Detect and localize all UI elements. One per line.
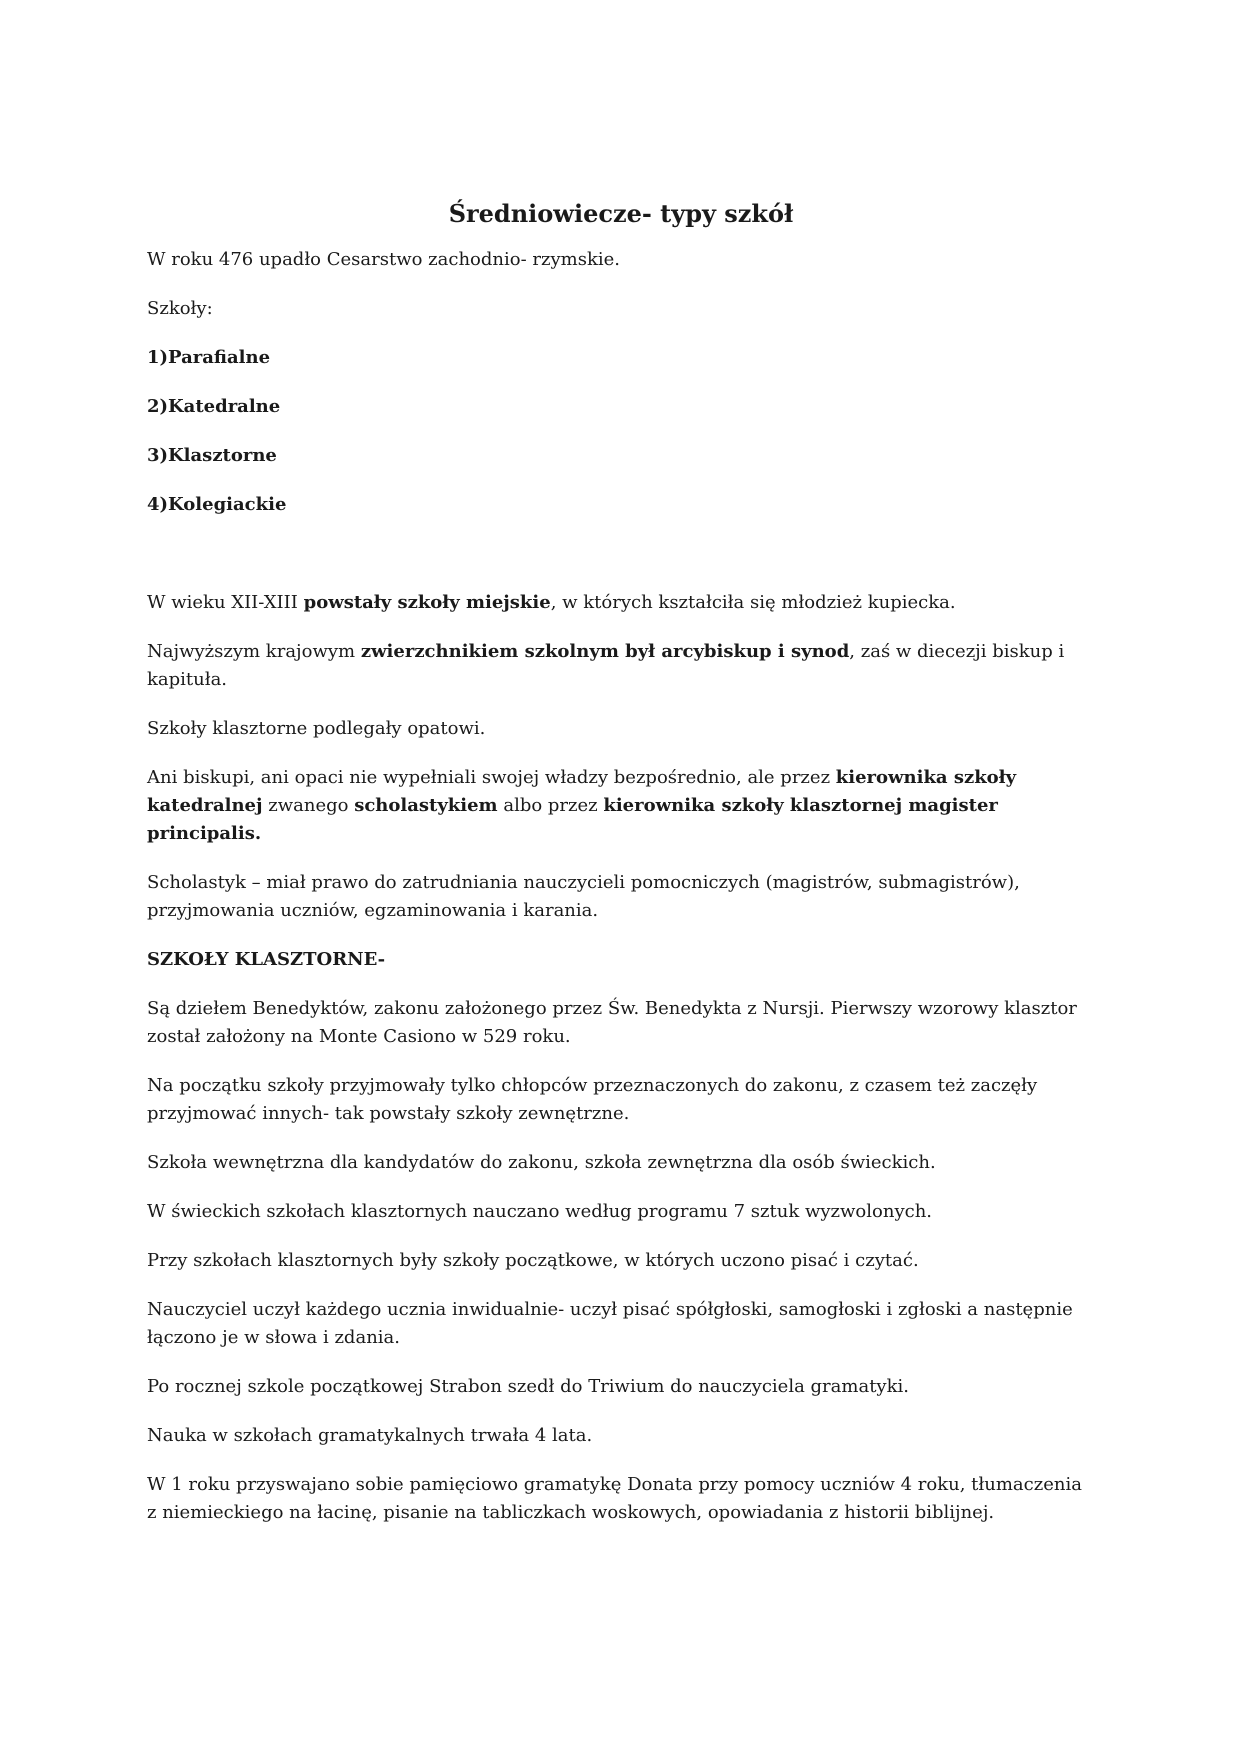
school-type-item: 4)Kolegiackie — [147, 494, 287, 515]
body-paragraph — [147, 1198, 1095, 1226]
blank-line — [147, 540, 1095, 589]
text-run: W świeckich szkołach klasztornych nauczano według programu 7 sztuk wyzwolonych. — [147, 1201, 933, 1222]
body-paragraph — [147, 1373, 1095, 1401]
text-run: Przy szkołach klasztornych były szkoły początkowe, w których uczono pisać i czytać. — [147, 1250, 919, 1271]
body-paragraph — [147, 1247, 1095, 1275]
bold-text-run: scholastykiem — [354, 795, 498, 816]
text-run: Szkoły klasztorne podlegały opatowi. — [147, 718, 486, 739]
text-run: , w których kształciła się młodzież kupiecka. — [550, 592, 956, 613]
body-paragraph — [147, 638, 1095, 694]
intro-paragraph: W roku 476 upadło Cesarstwo zachodnio- rzymskie. — [147, 249, 621, 270]
body-paragraph — [147, 869, 1095, 925]
bold-text-run: SZKOŁY KLASZTORNE- — [147, 949, 386, 970]
body-paragraph — [147, 1072, 1095, 1128]
body-paragraph — [147, 715, 1095, 743]
text-run: Nauka w szkołach gramatykalnych trwała 4 lata. — [147, 1425, 593, 1446]
body-paragraph — [147, 1149, 1095, 1177]
body-paragraph — [147, 764, 1095, 848]
text-run: Szkoła wewnętrzna dla kandydatów do zakonu, szkoła zewnętrzna dla osób świeckich. — [147, 1152, 936, 1173]
document-page — [147, 196, 1095, 1548]
bold-text-run: zwierzchnikiem szkolnym był arcybiskup i synod — [360, 641, 850, 662]
school-type-item: 3)Klasztorne — [147, 445, 277, 466]
text-run: Najwyższym krajowym — [147, 641, 361, 662]
body-paragraph — [147, 589, 1095, 617]
text-run: W 1 roku przyswajano sobie pamięciowo gramatykę Donata przy pomocy uczniów 4 roku, tłumaczenia z niemieckiego na łacinę, pisanie na tabliczkach woskowych, opowiadania z historii biblijnej. — [147, 1474, 1082, 1523]
text-run: Na początku szkoły przyjmowały tylko chłopców przeznaczonych do zakonu, z czasem też zaczęły przyjmować innych- tak powstały szkoły zewnętrzne. — [147, 1075, 1038, 1124]
document-title: Średniowiecze- typy szkół — [448, 199, 794, 228]
body-paragraph — [147, 946, 1095, 974]
text-run: , zaś w diecezji biskup i kapituła. — [147, 641, 1065, 690]
schools-label: Szkoły: — [147, 298, 213, 319]
text-run: albo przez — [497, 795, 604, 816]
school-type-item: 2)Katedralne — [147, 396, 281, 417]
body-paragraph — [147, 1471, 1095, 1527]
body-paragraph — [147, 995, 1095, 1051]
text-run: W wieku XII-XIII — [147, 592, 304, 613]
text-run: Scholastyk – miał prawo do zatrudniania nauczycieli pomocniczych (magistrów, submagistrów), przyjmowania uczniów, egzaminowania i karania. — [147, 872, 1020, 921]
bold-text-run: powstały szkoły miejskie — [303, 592, 551, 613]
text-run: Nauczyciel uczył każdego ucznia inwidualnie- uczył pisać spółgłoski, samogłoski i zgłoski a następnie łączono je w słowa i zdania. — [147, 1299, 1073, 1348]
body-paragraph — [147, 1296, 1095, 1352]
text-run: Są dziełem Benedyktów, zakonu założonego przez Św. Benedykta z Nursji. Pierwszy wzorowy klasztor został założony na Monte Casiono w 529 roku. — [147, 998, 1077, 1047]
text-run: zwanego — [262, 795, 355, 816]
bold-text-run: kierownika szkoły klasztornej magister principalis. — [147, 795, 998, 844]
school-type-item: 1)Parafialne — [147, 347, 271, 368]
bold-text-run: kierownika szkoły katedralnej — [147, 767, 1017, 816]
body-paragraphs — [147, 589, 1095, 1527]
text-run: Ani biskupi, ani opaci nie wypełniali swojej władzy bezpośrednio, ale przez — [147, 767, 836, 788]
text-run: Po rocznej szkole początkowej Strabon szedł do Triwium do nauczyciela gramatyki. — [147, 1376, 909, 1397]
body-paragraph — [147, 1422, 1095, 1450]
